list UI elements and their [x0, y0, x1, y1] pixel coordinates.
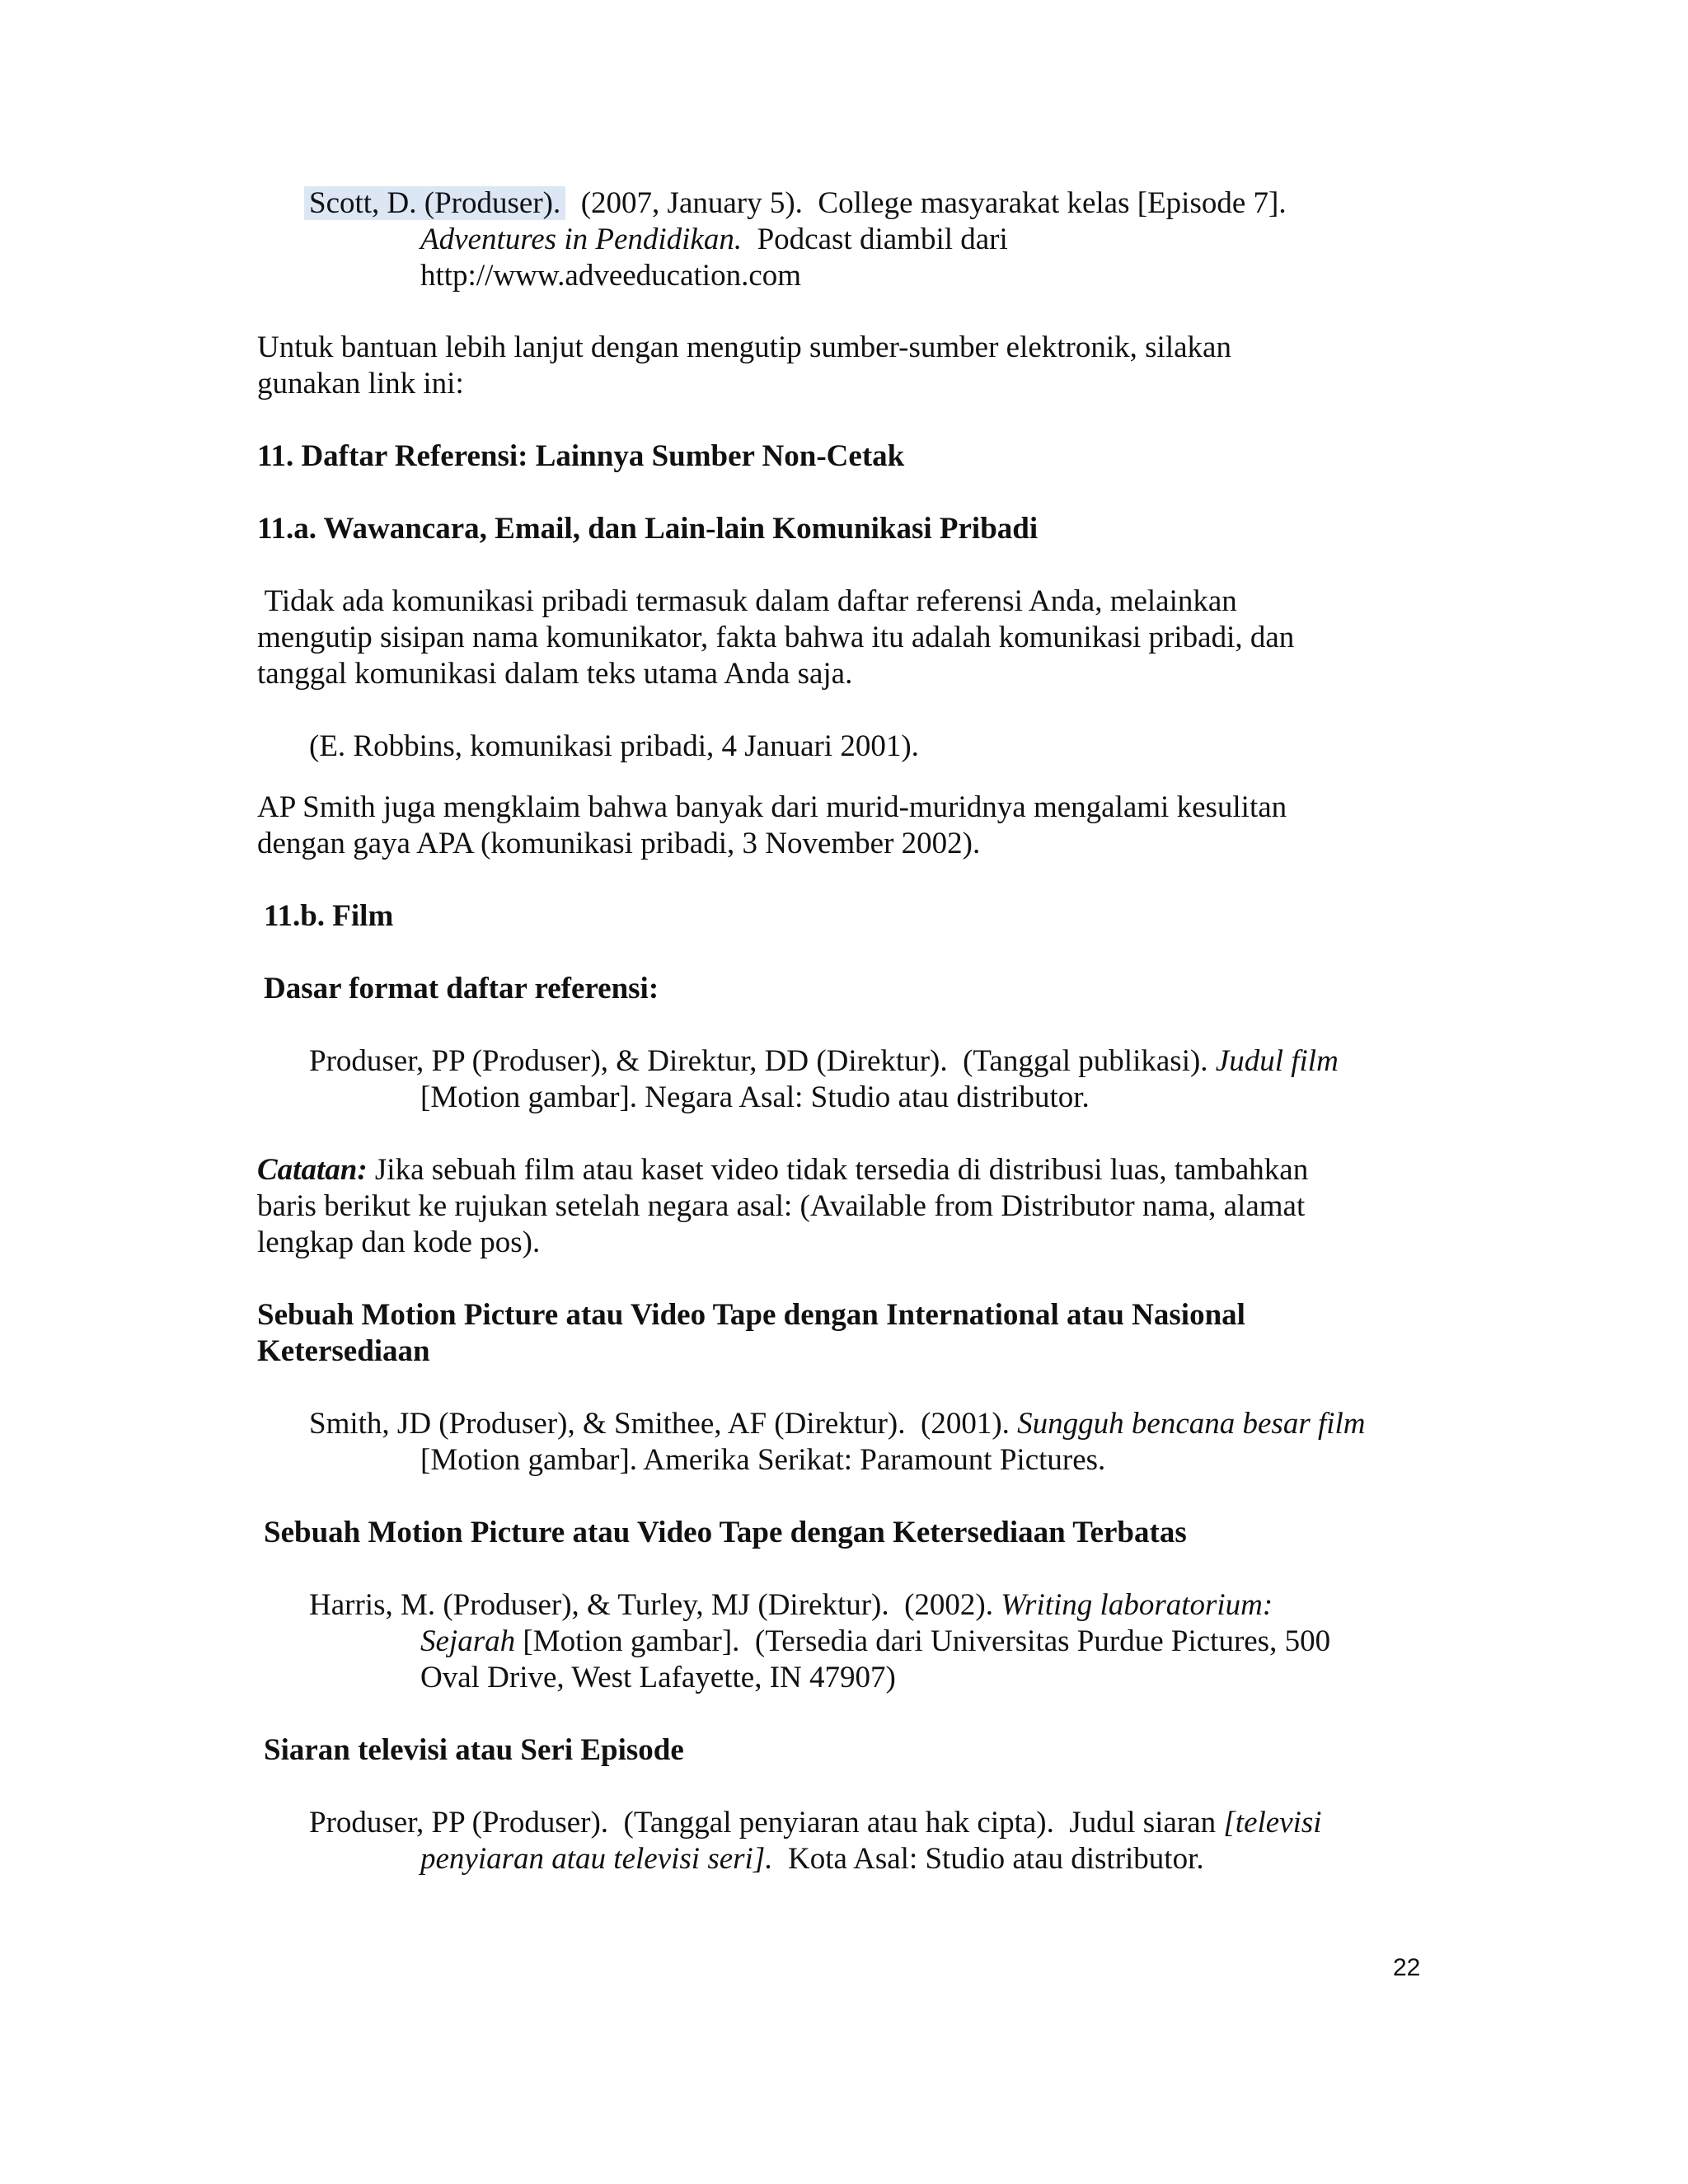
reference-text: (2007, January 5). College masyarakat kelas [Episode 7].	[565, 186, 1287, 220]
paragraph-line: Tidak ada komunikasi pribadi termasuk dalam daftar referensi Anda, melainkan	[257, 584, 1237, 618]
reference-international-film	[309, 1406, 1366, 1479]
reference-text: [Motion gambar]. Amerika Serikat: Paramount Pictures.	[420, 1443, 1106, 1477]
reference-text: [Motion gambar]. (Tersedia dari Universitas Purdue Pictures, 500	[515, 1624, 1331, 1658]
paragraph-line: dengan gaya APA (komunikasi pribadi, 3 November 2002).	[257, 827, 981, 860]
reference-text: Harris, M. (Produser), & Turley, MJ (Direktur). (2002).	[309, 1588, 1001, 1622]
subheading-basic-format: Dasar format daftar referensi:	[264, 972, 659, 1005]
heading-line: Sebuah Motion Picture atau Video Tape dengan International atau Nasional	[257, 1298, 1245, 1332]
reference-format-film	[309, 1043, 1339, 1116]
paragraph-line: Untuk bantuan lebih lanjut dengan mengutip sumber-sumber elektronik, silakan	[257, 330, 1231, 364]
reference-text: Produser, PP (Produser), & Direktur, DD (Direktur). (Tanggal publikasi).	[309, 1044, 1216, 1078]
paragraph-line: mengutip sisipan nama komunikator, fakta bahwa itu adalah komunikasi pribadi, dan	[257, 621, 1295, 654]
reference-limited-film	[309, 1587, 1330, 1696]
reference-tv	[309, 1805, 1322, 1877]
reference-italic: Judul film	[1215, 1044, 1339, 1078]
reference-podcast	[309, 185, 1287, 294]
reference-title: Adventures in Pendidikan.	[420, 223, 743, 256]
citation-example-paragraph	[257, 790, 1287, 862]
note-paragraph	[257, 1152, 1308, 1261]
reference-italic: penyiaran atau televisi seri].	[420, 1842, 773, 1876]
reference-text: Podcast diambil dari	[742, 223, 1008, 256]
reference-text: Kota Asal: Studio atau distributor.	[772, 1842, 1204, 1876]
subheading-international	[257, 1297, 1245, 1370]
page-number: 22	[1393, 1954, 1421, 1981]
section-heading-11b: 11.b. Film	[264, 899, 394, 933]
paragraph-line: Jika sebuah film atau kaset video tidak tersedia di distribusi luas, tambahkan	[367, 1153, 1309, 1187]
help-paragraph	[257, 330, 1231, 402]
section-heading-11: 11. Daftar Referensi: Lainnya Sumber Non-Cetak	[257, 439, 905, 473]
heading-line: Ketersediaan	[257, 1334, 430, 1368]
reference-italic: Sejarah	[420, 1624, 516, 1658]
reference-italic: [televisi	[1223, 1806, 1322, 1840]
highlighted-author: Scott, D. (Produser).	[304, 186, 565, 220]
paragraph-line: AP Smith juga mengklaim bahwa banyak dari murid-muridnya mengalami kesulitan	[257, 790, 1287, 824]
reference-text: [Motion gambar]. Negara Asal: Studio atau distributor.	[420, 1080, 1090, 1114]
paragraph-line: tanggal komunikasi dalam teks utama Anda saja.	[257, 657, 853, 691]
reference-text: Smith, JD (Produser), & Smithee, AF (Direktur). (2001).	[309, 1407, 1018, 1441]
paragraph-line: lengkap dan kode pos).	[257, 1226, 541, 1259]
reference-italic: Sungguh bencana besar film	[1017, 1407, 1366, 1441]
section-heading-11a: 11.a. Wawancara, Email, dan Lain-lain Komunikasi Pribadi	[257, 512, 1039, 546]
paragraph-line: baris berikut ke rujukan setelah negara asal: (Available from Distributor nama, alamat	[257, 1189, 1306, 1223]
paragraph-line: gunakan link ini:	[257, 367, 464, 401]
citation-example: (E. Robbins, komunikasi pribadi, 4 Januari 2001).	[309, 729, 919, 763]
subheading-tv: Siaran televisi atau Seri Episode	[264, 1733, 684, 1767]
personal-communication-paragraph	[257, 583, 1294, 692]
subheading-limited: Sebuah Motion Picture atau Video Tape dengan Ketersediaan Terbatas	[264, 1516, 1187, 1549]
reference-text: Oval Drive, West Lafayette, IN 47907)	[420, 1661, 896, 1694]
note-label: Catatan:	[257, 1153, 368, 1187]
reference-text: Produser, PP (Produser). (Tanggal penyiaran atau hak cipta). Judul siaran	[309, 1806, 1224, 1840]
reference-url: http://www.adveeducation.com	[420, 259, 802, 293]
reference-italic: Writing laboratorium:	[1001, 1588, 1273, 1622]
